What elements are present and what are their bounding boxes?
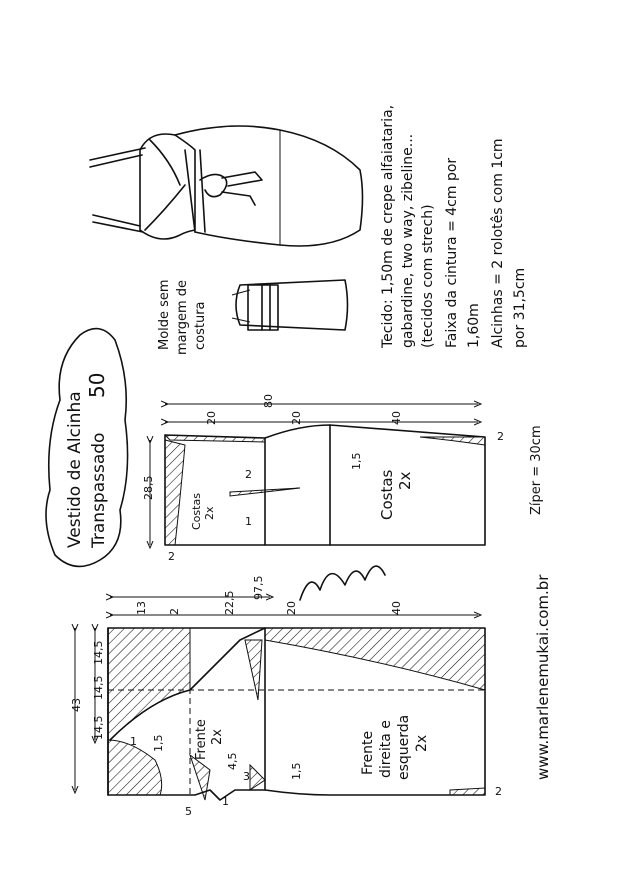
note-tecido-1: Tecido: 1,50m de crepe alfaiataria, <box>380 104 396 348</box>
back-label-main: Costas <box>378 469 396 520</box>
note-molde-1: Molde sem <box>157 279 172 350</box>
back-dim-a: 20 <box>205 411 218 425</box>
svg-text:margem de: margem de <box>175 279 190 355</box>
back-dim-c: 40 <box>390 411 403 425</box>
front-dim-145a: 14,5 <box>92 640 105 665</box>
back-dim-total: 80 <box>262 394 275 408</box>
front-label-frente: Frente <box>194 719 209 760</box>
back-label-small: Costas <box>190 493 203 530</box>
front-label-main-1: Frente <box>360 730 376 775</box>
back-dim-15: 1,5 <box>350 452 363 470</box>
title-line1: Vestido de Alcinha <box>65 391 85 548</box>
note-alcinhas-1: Alcinhas = 2 rolotês com 1cm <box>490 138 506 348</box>
back-dim-2: 2 <box>245 468 252 481</box>
front-dim-2b: 2 <box>495 785 502 798</box>
note-ziper: Zíper = 30cm <box>529 425 544 515</box>
note-tecido-3: (tecidos com strech) <box>420 204 436 348</box>
front-label-main-2: direita e <box>378 720 394 778</box>
front-dim-1b: 1 <box>222 795 229 808</box>
front-dim-1: 1 <box>130 735 137 748</box>
back-dim-2c: 2 <box>497 430 504 443</box>
front-dim-total: 97,5 <box>252 575 265 600</box>
dress-sketch-small <box>232 280 348 330</box>
back-label-main-qty: 2x <box>396 471 414 490</box>
front-dim-3: 3 <box>243 770 250 783</box>
front-dim-15: 1,5 <box>152 734 165 752</box>
front-label-main-3: esquerda <box>396 714 412 780</box>
website: www.marlenemukai.com.br <box>534 574 552 780</box>
back-dim-1: 1 <box>245 515 252 528</box>
front-dim-20: 20 <box>285 601 298 615</box>
back-dim-2b: 2 <box>168 550 175 563</box>
front-dim-13: 13 <box>135 601 148 615</box>
back-dim-height: 28,5 <box>142 475 155 500</box>
back-label-small-qty: 2x <box>203 506 216 520</box>
back-dim-b: 20 <box>290 411 303 425</box>
front-label-frente-qty: 2x <box>210 729 225 745</box>
svg-text:costura: costura <box>193 301 208 350</box>
note-faixa-1: Faixa da cintura = 4cm por <box>444 157 460 348</box>
front-dim-5: 5 <box>185 805 192 818</box>
front-dim-225: 22,5 <box>223 590 236 615</box>
note-alcinhas-2: por 31,5cm <box>512 267 528 348</box>
note-tecido-2: gabardine, two way, zibeline... <box>400 133 416 348</box>
front-dim-43: 43 <box>70 698 83 712</box>
front-dim-40: 40 <box>390 601 403 615</box>
title-cloud <box>46 329 128 567</box>
front-dim-45: 4,5 <box>226 752 239 770</box>
front-dim-2: 2 <box>168 608 181 615</box>
front-dim-15b: 1,5 <box>290 762 303 780</box>
title-line2: Transpassado <box>89 432 109 548</box>
dress-sketch-large <box>90 126 363 246</box>
signature: Marlene Mukai <box>318 502 334 605</box>
signature-mark <box>300 566 385 600</box>
front-label-main-qty: 2x <box>414 734 430 752</box>
title-size: 50 <box>85 372 109 398</box>
front-dim-145b: 14,5 <box>92 675 105 700</box>
front-piece <box>70 576 502 819</box>
front-dim-145c: 14,5 <box>92 715 105 740</box>
note-faixa-2: 1,60m <box>466 303 482 348</box>
